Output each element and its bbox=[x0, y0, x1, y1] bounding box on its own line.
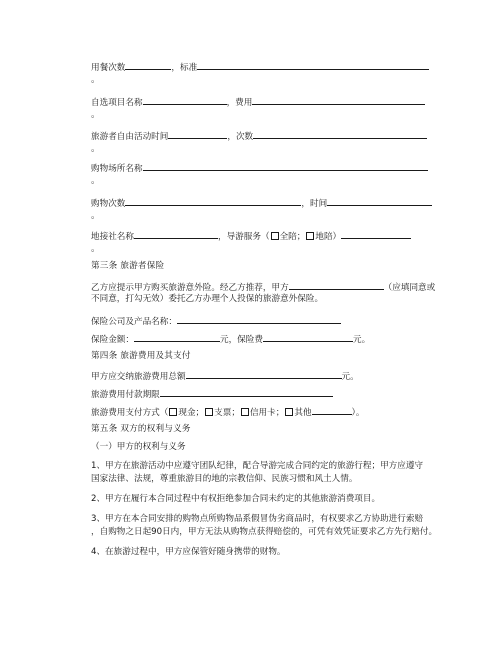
local-agency-label: 地接社名称 bbox=[91, 232, 134, 242]
meal-standard-field[interactable] bbox=[197, 60, 429, 70]
local-agency-field[interactable] bbox=[134, 229, 218, 239]
payment-deadline-label: 旅游费用付款期限 bbox=[91, 390, 160, 400]
insurance-premium-label: 元，保险费 bbox=[219, 335, 263, 345]
shop-name-field[interactable] bbox=[143, 161, 428, 171]
yuan-end-label: 元。 bbox=[341, 372, 359, 382]
insurance-consent-field[interactable] bbox=[289, 280, 384, 290]
insurance-heading: 第三条 旅游者保险 bbox=[91, 261, 165, 271]
other-checkbox[interactable] bbox=[285, 408, 293, 416]
payment-total-label: 甲方应交纳旅游费用总额 bbox=[91, 372, 186, 382]
meal-count-field[interactable] bbox=[125, 60, 171, 70]
shop-name-row bbox=[91, 161, 428, 175]
shop-count-field[interactable] bbox=[125, 196, 301, 206]
period-mark: 。 bbox=[91, 176, 101, 186]
insurance-text-line-1 bbox=[91, 280, 435, 294]
insurance-premium-field[interactable] bbox=[263, 332, 353, 342]
free-time-field[interactable] bbox=[168, 129, 227, 139]
check-checkbox[interactable] bbox=[205, 408, 213, 416]
period-mark: 。 bbox=[91, 144, 101, 154]
payment-method-label: 旅游费用支付方式（ bbox=[91, 408, 169, 418]
local-guide-label: 地陪） bbox=[315, 232, 342, 242]
shop-count-row bbox=[91, 196, 432, 210]
clause-4: 4、在旅游过程中，甲方应保管好随身携带的财物。 bbox=[91, 547, 286, 557]
shop-time-field[interactable] bbox=[327, 196, 432, 206]
insurance-amount-field[interactable] bbox=[134, 332, 220, 342]
insurance-company-row bbox=[91, 314, 341, 328]
insurance-amount-row bbox=[91, 332, 370, 346]
insurance-company-label: 保险公司及产品名称： bbox=[91, 317, 177, 327]
time-label: ，时间 bbox=[301, 199, 328, 209]
period-mark: 。 bbox=[91, 244, 101, 254]
insurance-text-1a: 乙方应提示甲方购买旅游意外险。经乙方推荐，甲方 bbox=[91, 283, 289, 293]
optional-item-field[interactable] bbox=[143, 95, 227, 105]
payment-total-field[interactable] bbox=[186, 369, 342, 379]
yuan-end-label: 元。 bbox=[352, 335, 371, 345]
clause-3-line-2: ，自购物之日起90日内，甲方无法从购物点获得赔偿的，可凭有效凭证要求乙方先行赔付。 bbox=[91, 527, 438, 537]
free-time-label: 旅游者自由活动时间 bbox=[91, 132, 169, 142]
payment-deadline-row bbox=[91, 387, 333, 401]
guide-extra-field[interactable] bbox=[341, 229, 411, 239]
optional-item-row bbox=[91, 95, 425, 109]
card-checkbox[interactable] bbox=[241, 408, 249, 416]
cash-checkbox[interactable] bbox=[169, 408, 177, 416]
meal-count-label: 用餐次数 bbox=[91, 63, 126, 73]
clause-2: 2、甲方在履行本合同过程中有权拒绝参加合同未约定的其他旅游消费项目。 bbox=[91, 494, 381, 504]
optional-fee-field[interactable] bbox=[252, 95, 425, 105]
meal-count-row bbox=[91, 60, 429, 74]
payment-total-row bbox=[91, 369, 359, 383]
payment-heading: 第四条 旅游费用及其支付 bbox=[91, 351, 191, 361]
payment-method-close: ）。 bbox=[351, 408, 365, 418]
guide-service-label: ，导游服务（ bbox=[217, 232, 270, 242]
period-mark: 。 bbox=[91, 110, 101, 120]
payment-deadline-field[interactable] bbox=[160, 387, 333, 397]
full-guide-label: 全陪； bbox=[279, 232, 306, 242]
period-mark: 。 bbox=[91, 211, 101, 221]
free-time-count-field[interactable] bbox=[253, 129, 427, 139]
times-label: ，次数 bbox=[227, 132, 254, 142]
check-label: 支票； bbox=[214, 408, 240, 418]
insurance-text-line-2: 不同意，打勾无效）委托乙方办理个人投保的旅游意外保险。 bbox=[91, 294, 324, 304]
free-time-row bbox=[91, 129, 427, 143]
standard-label: ，标准 bbox=[171, 63, 198, 73]
clause-1-line-2: 国家法律、法规，尊重旅游目的地的宗教信仰、民族习惯和风土人情。 bbox=[91, 474, 358, 484]
clause-3-line-1: 3、甲方在本合同安排的购物点所购物品系假冒伪劣商品时，有权要求乙方协助进行索赔 bbox=[91, 514, 424, 524]
other-method-field[interactable] bbox=[312, 405, 352, 415]
shop-count-label: 购物次数 bbox=[91, 199, 126, 209]
rights-heading: 第五条 双方的权利与义务 bbox=[91, 424, 191, 434]
other-label: 其他 bbox=[294, 408, 312, 418]
optional-item-label: 自选项目名称 bbox=[91, 98, 143, 108]
cash-label: 现金； bbox=[178, 408, 205, 418]
insurance-company-field[interactable] bbox=[177, 314, 341, 324]
clause-1-line-1: 1、甲方在旅游活动中应遵守团队纪律，配合导游完成合同约定的旅游行程；甲方应遵守 bbox=[91, 461, 424, 471]
period-mark: 。 bbox=[91, 75, 101, 85]
local-agency-row bbox=[91, 229, 411, 243]
fee-label: ，费用 bbox=[226, 98, 253, 108]
shop-name-label: 购物场所名称 bbox=[91, 164, 143, 174]
payment-method-row bbox=[91, 405, 364, 419]
insurance-text-1b: （应填同意或 bbox=[383, 283, 436, 293]
insurance-amount-label: 保险金额： bbox=[91, 335, 134, 345]
party-a-subheading: （一）甲方的权利与义务 bbox=[91, 442, 186, 452]
full-guide-checkbox[interactable] bbox=[271, 232, 279, 240]
local-guide-checkbox[interactable] bbox=[306, 232, 314, 240]
card-label: 信用卡； bbox=[249, 408, 285, 418]
